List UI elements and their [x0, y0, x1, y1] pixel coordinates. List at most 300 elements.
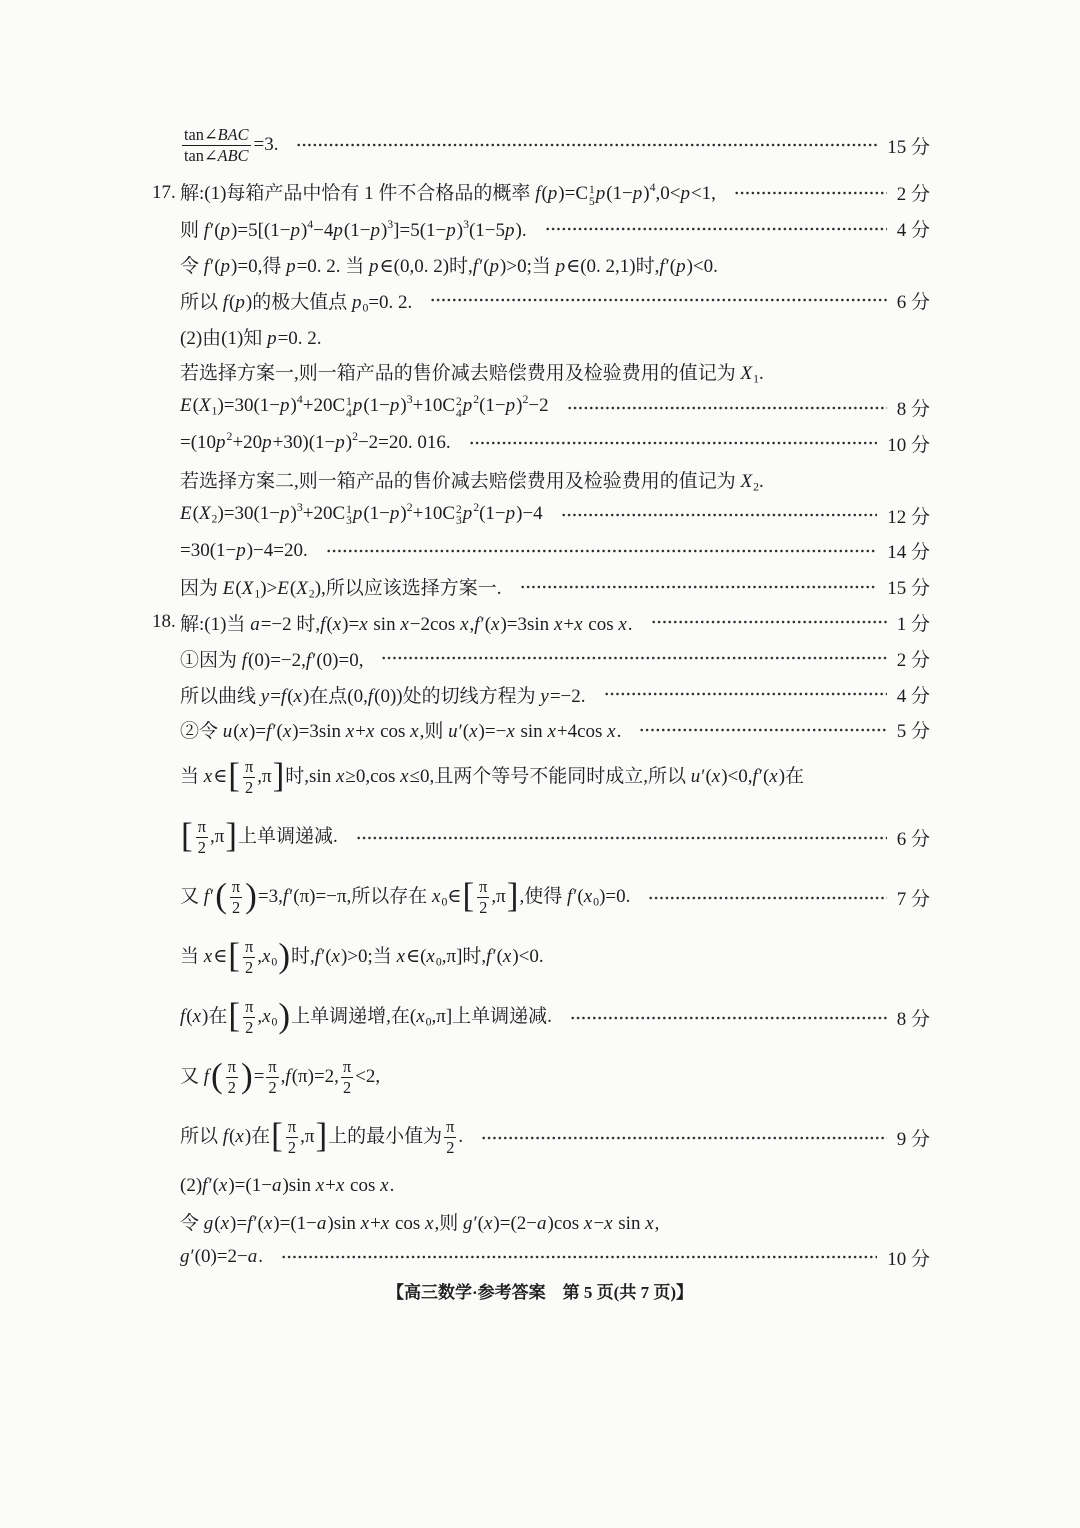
text-run: )=30(1− — [217, 395, 281, 417]
math-variable: x — [203, 766, 213, 788]
superscript: 3 — [406, 392, 413, 406]
fraction-denominator — [243, 1018, 255, 1037]
line-content — [180, 287, 412, 314]
math-variable: p — [216, 432, 226, 454]
math-variable: a — [537, 1212, 547, 1234]
math-variable: x — [261, 946, 271, 968]
math-variable: f — [367, 685, 374, 707]
math-variable: f — [222, 291, 229, 313]
text-run: ′( — [210, 220, 221, 242]
text-run: 若选择方案二,则一箱产品的售价减去赔偿费用及检验费用的值记为 — [180, 470, 741, 492]
fraction-numerator — [243, 998, 255, 1018]
answer-line — [152, 115, 930, 175]
fraction — [230, 878, 242, 917]
math-variable: x — [483, 1212, 493, 1234]
math-variable: E — [277, 578, 289, 600]
text-run: )> — [260, 578, 278, 600]
text-run: cos — [583, 613, 619, 635]
answer-line — [152, 497, 930, 533]
text-run: ∈(0. 2,1)时, — [566, 255, 660, 277]
text-run: 则 — [180, 220, 204, 242]
math-variable: f — [180, 1006, 186, 1028]
text-run: . — [759, 470, 764, 492]
combination-index — [346, 505, 352, 528]
text-run: 2 — [197, 838, 206, 858]
text-run: ′( — [492, 946, 503, 968]
text-run: )=C — [558, 182, 589, 204]
answer-line — [152, 282, 930, 318]
math-variable: p — [676, 255, 686, 277]
answer-body — [152, 115, 930, 1275]
line-content — [180, 645, 363, 672]
text-run: ≥0,cos — [345, 766, 401, 788]
text-run: tan∠ — [184, 145, 218, 165]
math-variable: x — [380, 1212, 390, 1234]
superscript: 3 — [463, 217, 469, 231]
fraction-numerator — [286, 1118, 298, 1138]
superscript: 2 — [456, 396, 462, 409]
large-bracket: [ — [271, 1116, 283, 1156]
text-run: π — [342, 1057, 352, 1077]
text-run: =3, — [257, 886, 283, 908]
math-variable: BAC — [217, 124, 249, 144]
text-run: +20C — [302, 502, 346, 524]
text-run: )在 — [202, 1006, 228, 1028]
score-label: 6 分 — [896, 829, 930, 851]
dot-leader — [469, 440, 878, 446]
fraction-denominator — [266, 1078, 278, 1097]
math-variable: p — [220, 220, 231, 242]
text-run: )−4=20. — [246, 539, 308, 561]
math-variable: x — [396, 946, 405, 968]
text-run: . — [389, 1174, 395, 1196]
subscript: 0 — [435, 955, 442, 969]
subscript: 2 — [211, 512, 218, 526]
math-variable: p — [280, 502, 290, 524]
text-run: 上单调递减. — [238, 826, 338, 848]
line-content — [180, 323, 322, 350]
text-run: π — [268, 1057, 277, 1077]
line-content — [180, 1058, 380, 1097]
math-variable: f — [203, 255, 210, 277]
combination-index — [456, 397, 462, 420]
large-bracket: ] — [272, 756, 285, 796]
score-label: 5 分 — [896, 721, 930, 743]
line-content — [180, 878, 630, 917]
text-run: ) — [400, 502, 407, 524]
text-run: 时, — [291, 946, 315, 968]
dot-leader — [561, 512, 878, 518]
text-run: − — [593, 1212, 605, 1234]
answer-line — [152, 426, 930, 462]
text-run: 当 — [180, 946, 204, 968]
fraction-numerator — [243, 938, 255, 958]
large-bracket: [ — [228, 756, 240, 796]
text-run: −2 — [528, 395, 549, 417]
line-content — [180, 1118, 463, 1157]
line-content — [180, 998, 552, 1037]
superscript: 1 — [589, 184, 595, 197]
text-run: =0. 2. 当 — [296, 255, 370, 277]
dot-leader — [734, 190, 887, 196]
large-bracket: ( — [211, 1056, 223, 1096]
math-variable: x — [618, 613, 627, 635]
text-run: (0)=−2, — [248, 649, 306, 671]
line-content — [180, 215, 527, 242]
dot-leader — [356, 835, 887, 841]
answer-line — [152, 676, 930, 712]
text-run: ′( — [479, 255, 490, 277]
score-label: 9 分 — [896, 1129, 930, 1151]
math-variable: a — [271, 1174, 282, 1196]
text-run: ,π]时, — [441, 946, 487, 968]
text-run: 2 — [227, 1078, 236, 1098]
text-run: , — [280, 1066, 286, 1088]
subscript: 0 — [271, 955, 278, 969]
text-run: ) — [516, 395, 523, 417]
text-run: ) — [400, 395, 407, 417]
math-variable: p — [632, 182, 643, 204]
fraction — [444, 1118, 456, 1157]
line-content — [180, 466, 764, 493]
text-run: π — [244, 757, 254, 777]
page-footer: 【高三数学·参考答案 第 5 页(共 7 页)】 — [387, 1283, 693, 1302]
line-content — [180, 818, 338, 857]
answer-line — [152, 712, 930, 748]
text-run: )=5[(1− — [231, 220, 291, 242]
text-run: =30(1− — [180, 539, 237, 561]
math-variable: p — [547, 182, 558, 204]
text-run: )sin — [282, 1174, 316, 1196]
text-run: ( — [229, 1126, 236, 1148]
math-variable: x — [400, 766, 409, 788]
text-run: ( — [541, 182, 548, 204]
line-content — [180, 573, 502, 600]
math-variable: f — [247, 1212, 253, 1234]
line-content — [180, 500, 543, 528]
score-label: 8 分 — [896, 399, 930, 421]
answer-line — [152, 1108, 930, 1168]
fraction-numerator — [266, 1058, 278, 1078]
text-run: )=3sin — [500, 613, 554, 635]
score-label: 10 分 — [887, 434, 930, 456]
dot-leader — [567, 405, 887, 411]
math-variable: a — [250, 613, 260, 635]
math-variable: X — [198, 502, 211, 524]
text-run: π — [245, 997, 254, 1017]
math-variable: X — [740, 470, 753, 492]
math-variable: x — [263, 1212, 273, 1234]
problem-number: 18. — [152, 611, 176, 633]
dot-leader — [520, 584, 878, 590]
subscript: 4 — [456, 407, 462, 420]
subscript: 4 — [346, 407, 352, 420]
combination-index — [456, 505, 462, 528]
dot-leader — [570, 1015, 887, 1021]
text-run: )<0. — [686, 255, 718, 277]
text-run: )cos — [547, 1212, 584, 1234]
text-run: )=(2− — [493, 1212, 538, 1234]
text-run: )−4 — [516, 502, 543, 524]
fraction-numerator — [196, 818, 208, 838]
math-variable: x — [583, 886, 593, 908]
text-run: ( — [233, 721, 240, 743]
text-run: +20 — [232, 432, 263, 454]
math-variable: x — [432, 886, 441, 908]
text-run: (2) — [180, 1174, 203, 1196]
answer-line — [152, 1204, 930, 1240]
line-content — [180, 540, 308, 562]
large-bracket: ) — [241, 1056, 253, 1096]
answer-line — [152, 868, 930, 928]
score-label: 15 分 — [887, 578, 930, 600]
text-run: 所以曲线 — [180, 685, 261, 707]
math-variable: p — [462, 395, 473, 417]
subscript: 2 — [753, 480, 760, 494]
fraction — [266, 1058, 278, 1097]
math-variable: f — [203, 1066, 210, 1088]
text-run: ( — [229, 291, 236, 313]
fraction — [477, 878, 489, 917]
math-variable: p — [680, 182, 690, 204]
score-label: 8 分 — [896, 1009, 930, 1031]
text-run: π — [197, 817, 206, 837]
math-variable: y — [540, 685, 549, 707]
text-run: ′( — [321, 946, 332, 968]
text-run: ,π — [209, 826, 225, 848]
fraction-denominator — [243, 778, 255, 797]
score-label: 14 分 — [887, 542, 930, 564]
score-label: 10 分 — [887, 1248, 930, 1270]
text-run: ( — [214, 1212, 221, 1234]
text-run: ]=5(1− — [393, 220, 447, 242]
math-variable: p — [351, 291, 362, 313]
text-run: )>0;当 — [340, 946, 397, 968]
text-run: ) — [643, 182, 650, 204]
text-run: cos — [375, 721, 411, 743]
text-run: )=3sin — [292, 721, 346, 743]
math-variable: x — [192, 1006, 202, 1028]
text-run: ),所以应该选择方案一. — [314, 578, 502, 600]
subscript: 0 — [441, 895, 448, 909]
large-bracket: ] — [315, 1116, 328, 1156]
text-run: 上的最小值为 — [328, 1126, 443, 1148]
text-run: +4cos — [556, 721, 608, 743]
text-run: 2 — [245, 778, 254, 798]
math-variable: f — [282, 886, 289, 908]
math-variable: x — [332, 613, 342, 635]
large-bracket: ) — [278, 936, 291, 976]
fraction-denominator — [243, 958, 255, 977]
text-run: ,π — [491, 886, 506, 908]
math-variable: x — [607, 721, 616, 743]
math-variable: f — [320, 613, 326, 635]
text-run: ′(0)=0, — [312, 649, 364, 671]
text-run: )在 — [244, 1126, 271, 1148]
math-variable: p — [389, 502, 400, 524]
text-run: tan∠ — [184, 124, 218, 144]
answer-line — [152, 748, 930, 808]
superscript: 2 — [226, 430, 233, 444]
large-bracket: ( — [215, 876, 227, 916]
fraction — [243, 998, 255, 1037]
math-variable: x — [410, 721, 419, 743]
text-run: = — [253, 1066, 265, 1088]
fraction-numerator — [230, 878, 242, 898]
math-variable: x — [293, 685, 302, 707]
text-run: 2 — [446, 1138, 455, 1158]
answer-line — [152, 1168, 930, 1204]
large-bracket: [ — [228, 936, 240, 976]
text-run: ′( — [473, 1212, 484, 1234]
superscript: 1 — [346, 503, 352, 516]
text-run: sin — [613, 1212, 646, 1234]
text-run: ′( — [758, 766, 770, 788]
math-variable: p — [267, 327, 277, 349]
superscript: 4 — [649, 180, 656, 194]
line-content — [180, 716, 621, 743]
answer-line — [152, 569, 930, 605]
text-run: 2 — [287, 1138, 297, 1158]
score-label: 6 分 — [896, 291, 930, 313]
text-run: (1− — [343, 220, 371, 242]
line-content — [180, 392, 549, 420]
text-run: 当 — [180, 766, 204, 788]
text-run: ′ — [210, 886, 215, 908]
fraction — [243, 938, 255, 977]
math-variable: p — [505, 502, 516, 524]
text-run: ,π]上单调递减. — [431, 1006, 552, 1028]
text-run: )=0,得 — [231, 255, 287, 277]
math-variable: ABC — [217, 145, 249, 165]
math-variable: p — [352, 502, 363, 524]
math-variable: f — [203, 886, 210, 908]
answer-line — [152, 1239, 930, 1275]
text-run: . — [759, 363, 764, 385]
text-run: )sin — [327, 1212, 361, 1234]
math-variable: p — [505, 395, 516, 417]
subscript: 0 — [425, 1015, 432, 1029]
subscript: 2 — [308, 587, 315, 601]
math-variable: x — [203, 946, 213, 968]
math-variable: u — [448, 721, 458, 743]
line-content — [180, 609, 633, 636]
math-variable: f — [280, 685, 287, 707]
text-run: )<0, — [721, 766, 753, 788]
math-variable: x — [491, 613, 500, 635]
answer-line — [152, 175, 930, 211]
math-variable: f — [202, 1174, 208, 1196]
text-run: , — [257, 946, 262, 968]
text-run: (1−5 — [468, 220, 506, 242]
math-variable: p — [290, 220, 300, 242]
text-run: ′( — [210, 255, 221, 277]
math-variable: x — [769, 766, 778, 788]
line-content — [180, 1208, 659, 1235]
math-variable: p — [286, 255, 296, 277]
text-run: ′( — [272, 721, 283, 743]
math-variable: f — [659, 255, 665, 277]
answer-line — [152, 354, 930, 390]
text-run: )= — [249, 721, 267, 743]
math-variable: x — [345, 721, 355, 743]
text-run: 若选择方案一,则一箱产品的售价减去赔偿费用及检验费用的值记为 — [180, 363, 741, 385]
text-run: ) — [345, 432, 353, 454]
text-run: 2 — [479, 898, 488, 918]
text-run: 又 — [180, 1066, 204, 1088]
math-variable: x — [711, 766, 721, 788]
text-run: =0. 2. — [368, 291, 413, 313]
large-bracket: ] — [506, 876, 519, 916]
text-run: =0. 2. — [277, 327, 322, 349]
math-variable: x — [315, 1174, 325, 1196]
math-variable: E — [222, 578, 235, 600]
text-run: )=− — [478, 721, 507, 743]
math-variable: y — [260, 685, 270, 707]
line-content — [180, 178, 716, 208]
math-variable: X — [296, 578, 308, 600]
large-bracket: ) — [278, 996, 291, 1036]
math-variable: E — [180, 502, 192, 524]
text-run: 解:(1)每箱产品中恰有 1 件不合格品的概率 — [180, 182, 536, 204]
text-run: ). — [515, 220, 527, 242]
text-run: )=(1− — [273, 1212, 317, 1234]
score-label: 7 分 — [896, 889, 930, 911]
text-run: =−2. — [549, 685, 586, 707]
text-run: + — [563, 613, 575, 635]
math-variable: p — [262, 432, 272, 454]
text-run: . — [616, 721, 622, 743]
text-run: π — [446, 1117, 455, 1137]
dot-leader — [481, 1135, 887, 1141]
line-content — [180, 1175, 394, 1197]
math-variable: g — [203, 1212, 214, 1234]
fraction-denominator — [182, 146, 251, 165]
line-content — [180, 681, 586, 708]
text-run: , — [469, 613, 475, 635]
math-variable: p — [333, 220, 343, 242]
text-run: 2 — [245, 958, 254, 978]
fraction — [341, 1058, 353, 1097]
text-run: 上单调递增,在( — [291, 1006, 417, 1028]
text-run: +10C — [412, 502, 455, 524]
score-label: 15 分 — [887, 136, 930, 158]
text-run: ′( — [208, 1174, 219, 1196]
math-variable: x — [604, 1212, 613, 1234]
answer-line — [152, 318, 930, 354]
answer-line — [152, 211, 930, 247]
fraction-numerator — [226, 1058, 238, 1078]
dot-leader — [639, 727, 886, 733]
math-variable: p — [280, 395, 290, 417]
line-content — [180, 251, 718, 278]
combination-index — [589, 185, 595, 208]
large-bracket: ) — [245, 876, 257, 916]
text-run: ) — [380, 220, 388, 242]
math-variable: X — [198, 395, 211, 417]
dot-leader — [430, 297, 886, 303]
text-run: 又 — [180, 886, 204, 908]
text-run: (1− — [363, 502, 390, 524]
subscript: 5 — [589, 195, 595, 208]
text-run: <1, — [690, 182, 716, 204]
answer-line — [152, 928, 930, 988]
math-variable: x — [425, 1212, 434, 1234]
math-variable: x — [574, 613, 583, 635]
fraction-numerator — [243, 758, 255, 778]
text-run: ①因为 — [180, 649, 242, 671]
math-variable: x — [645, 1212, 654, 1234]
